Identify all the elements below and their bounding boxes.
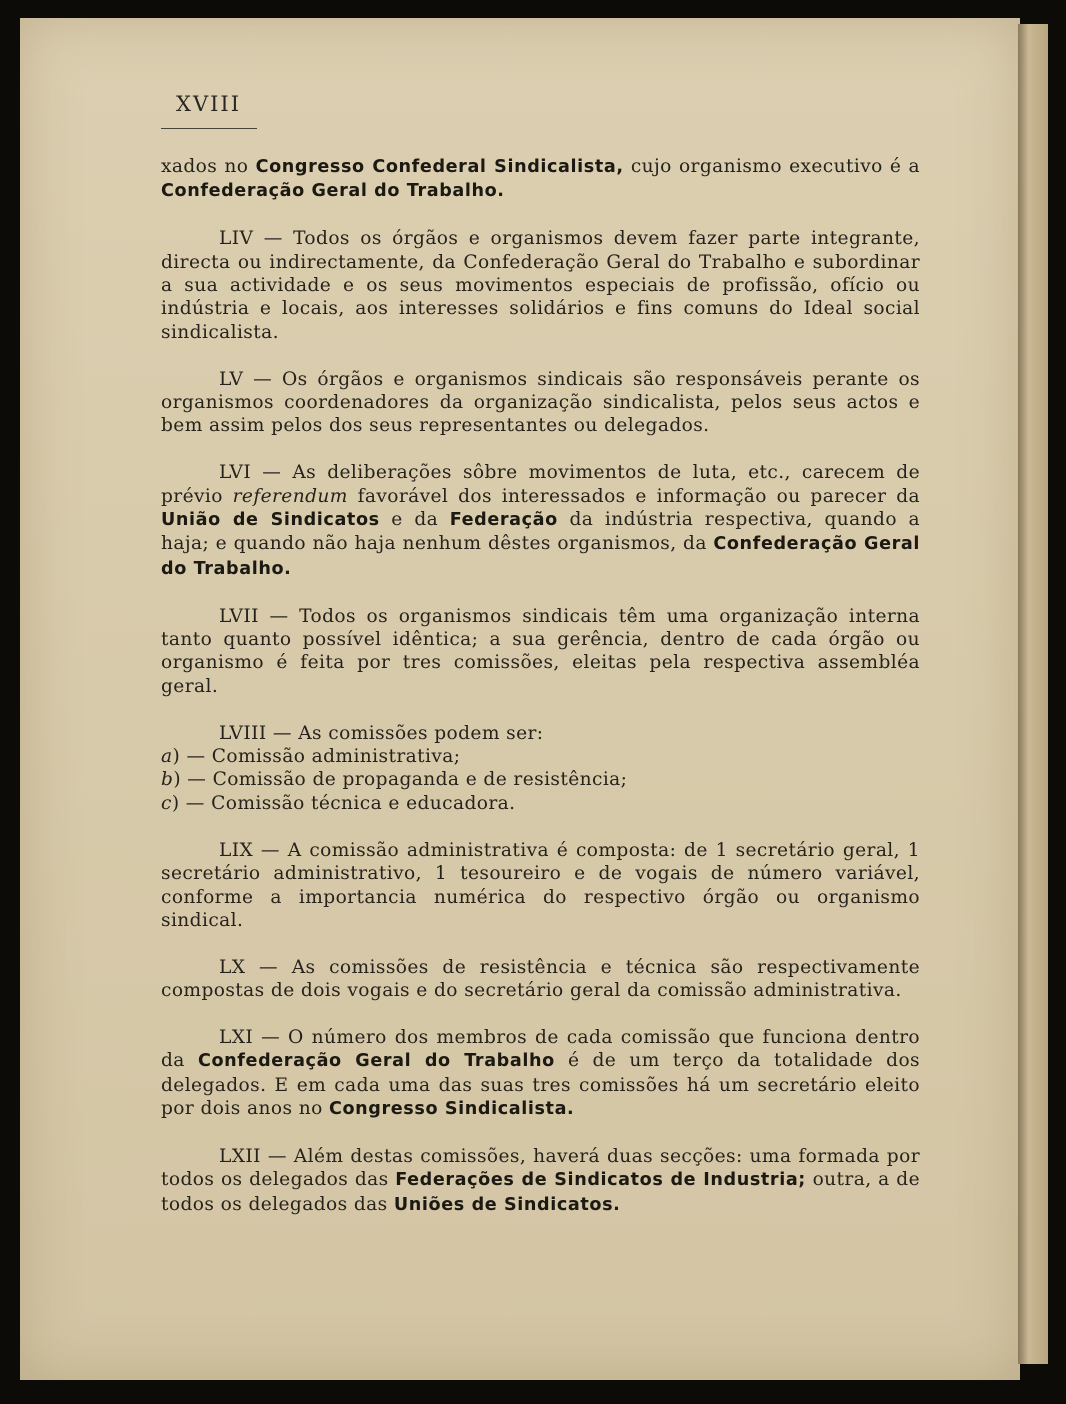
italic-term: a: [161, 746, 173, 768]
text-run: LVIII — As comissões podem ser:: [219, 722, 544, 744]
text-run: cujo organismo executivo é a: [623, 156, 920, 177]
bold-term: Congresso Sindicalista.: [328, 1099, 575, 1120]
bold-term: Confederação Geral do Trabalho: [197, 1051, 555, 1072]
text-run: LXII — Além destas comissões, haverá duas secções: uma formada por todos os delegados das: [161, 1145, 920, 1191]
text-run: e da: [379, 509, 450, 531]
text-run: xados no: [161, 156, 256, 177]
bold-term: Uniões de Sindicatos.: [393, 1194, 621, 1215]
paragraph-lvii: [161, 605, 920, 699]
italic-term: referendum: [232, 485, 348, 507]
italic-term: b: [161, 769, 174, 791]
text-run: da indústria respectiva, quando a haja; e quando não haja nenhum dêstes organismos, da: [161, 509, 921, 555]
list-item: [161, 792, 920, 815]
paragraph-liv: [161, 227, 920, 344]
text-run: LVII — Todos os organismos sindicais têm uma organização interna tanto quanto possível idêntica; a sua gerência, dentro de cada órgão ou organismo é feita por tres comissões, eleitas pela respectiva assembléa geral.: [161, 605, 920, 697]
paragraph-lx: [161, 956, 920, 1003]
text-run: ) — Comissão de propaganda e de resistência;: [173, 769, 628, 791]
bold-term: Congresso Confederal Sindicalista,: [255, 157, 624, 177]
bold-term: Federações de Sindicatos de Industria;: [395, 1170, 806, 1191]
text-run: é de um terço da totalidade dos delegados. E em cada uma das suas tres comissões há um secretário eleito por dois anos no: [161, 1050, 920, 1120]
text-run: favorável dos interessados e informação ou parecer da: [347, 485, 921, 507]
bold-term: Confederação Geral do Trabalho.: [161, 181, 505, 202]
page-number: XVIII: [176, 92, 242, 116]
paragraph-lvi: [161, 461, 920, 581]
paragraph-lviii: [161, 722, 920, 816]
text-run: outra, a de todos os delegados das: [161, 1169, 920, 1215]
body-text: [161, 155, 920, 1217]
paragraph-cont: [161, 155, 920, 204]
list-item: [161, 768, 920, 791]
text-run: LV — Os órgãos e organismos sindicais são responsáveis perante os organismos coordenadores da organização sindicalista, pelos seus actos e bem assim pelos dos seus representantes ou delegados.: [161, 368, 920, 437]
list-intro: [161, 722, 920, 745]
text-run: ) — Comissão técnica e educadora.: [171, 792, 516, 814]
header-rule: [161, 128, 257, 129]
italic-term: c: [161, 792, 172, 814]
text-run: LIV — Todos os órgãos e organismos devem fazer parte integrante, directa ou indirectamente, da Confederação Geral do Trabalho e subordinar a sua actividade e os seus movimentos especiais de profissão, ofício ou indústria e locais, aos interesses solidários e fins comuns do Ideal social sindicalista.: [161, 228, 920, 343]
text-run: ) — Comissão administrativa;: [172, 746, 461, 768]
bold-term: Confederação Geral do Trabalho.: [161, 534, 921, 579]
text-run: LX — As comissões de resistência e técnica são respectivamente compostas de dois vogais e do secretário geral da comissão administrativa.: [161, 956, 920, 1002]
bold-term: União de Sindicatos: [161, 510, 380, 531]
adjacent-page-edge: [1018, 24, 1048, 1364]
paragraph-lxi: [161, 1026, 920, 1122]
text-run: LVI — As deliberações sôbre movimentos de luta, etc., carecem de prévio: [161, 462, 920, 507]
list-item: [161, 745, 920, 768]
paragraph-lix: [161, 839, 920, 933]
bold-term: Federação: [449, 510, 558, 531]
paragraph-lv: [161, 368, 920, 438]
paragraph-lxii: [161, 1145, 920, 1217]
text-run: LXI — O número dos membros de cada comissão que funciona dentro da: [161, 1026, 920, 1072]
text-run: LIX — A comissão administrativa é composta: de 1 secretário geral, 1 secretário administrativo, 1 tesoureiro e de vogais de número variável, conforme a importancia numérica do respectivo órgão ou organismo sindical.: [161, 839, 920, 931]
